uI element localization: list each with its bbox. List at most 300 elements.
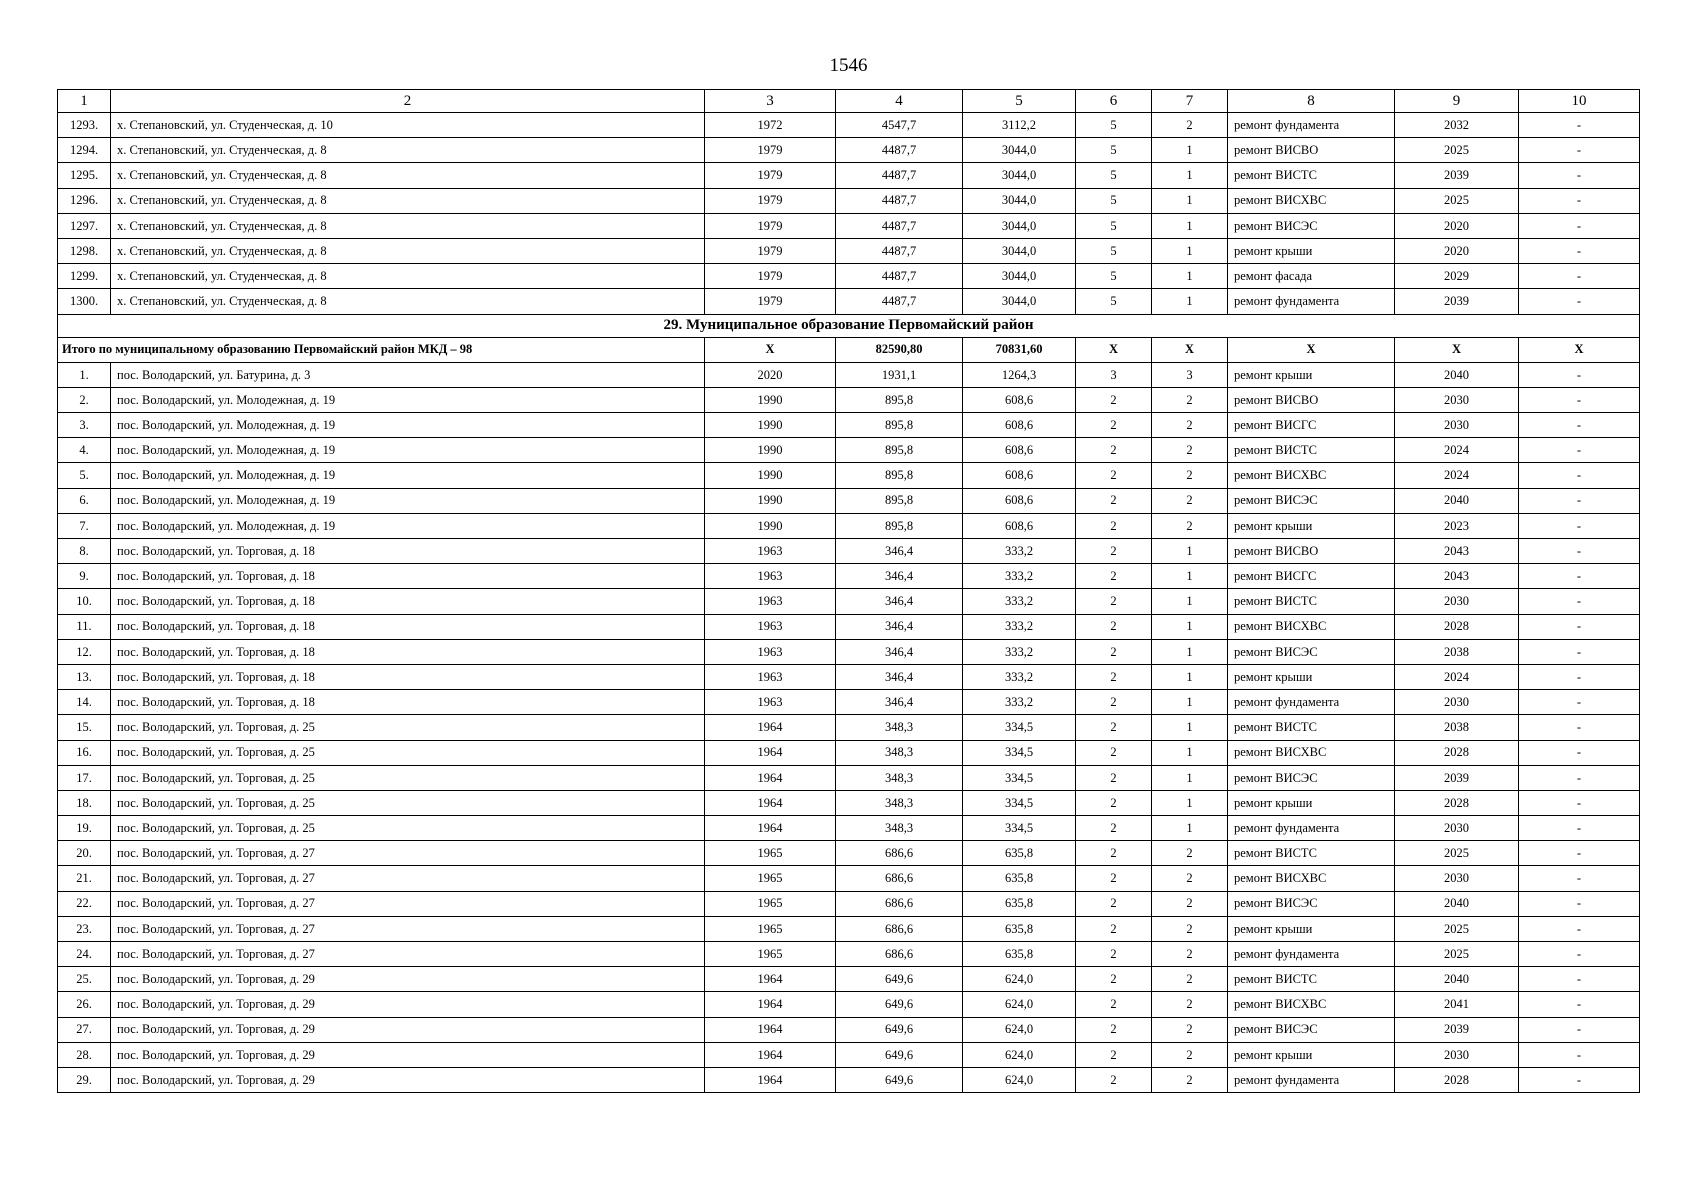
address-cell: х. Степановский, ул. Студенческая, д. 8 <box>111 264 705 289</box>
work-type-cell: ремонт крыши <box>1228 1042 1395 1067</box>
entrances-cell: 1 <box>1152 163 1228 188</box>
plan-year-cell: 2030 <box>1395 387 1519 412</box>
row-number: 26. <box>58 992 111 1017</box>
note-cell: - <box>1519 614 1640 639</box>
note-cell: - <box>1519 690 1640 715</box>
floors-cell: 2 <box>1076 992 1152 1017</box>
table-row <box>58 992 1640 1017</box>
note-cell: - <box>1519 362 1640 387</box>
work-type-cell: ремонт ВИСТС <box>1228 589 1395 614</box>
address-cell: х. Степановский, ул. Студенческая, д. 8 <box>111 213 705 238</box>
year-built-cell: 1964 <box>705 765 836 790</box>
address-cell: пос. Володарский, ул. Торговая, д. 18 <box>111 690 705 715</box>
work-type-cell: ремонт ВИСЭС <box>1228 488 1395 513</box>
work-type-cell: ремонт крыши <box>1228 362 1395 387</box>
entrances-cell: 1 <box>1152 564 1228 589</box>
total-area-cell: 895,8 <box>836 488 963 513</box>
capital-repair-table <box>57 89 1640 1093</box>
address-cell: пос. Володарский, ул. Торговая, д. 18 <box>111 564 705 589</box>
work-type-cell: ремонт крыши <box>1228 916 1395 941</box>
column-header: 7 <box>1152 90 1228 113</box>
row-number: 25. <box>58 967 111 992</box>
floors-cell: 2 <box>1076 891 1152 916</box>
table-row <box>58 113 1640 138</box>
year-built-cell: 1979 <box>705 138 836 163</box>
note-cell: - <box>1519 841 1640 866</box>
table-row <box>58 188 1640 213</box>
address-cell: х. Степановский, ул. Студенческая, д. 10 <box>111 113 705 138</box>
floors-cell: 2 <box>1076 589 1152 614</box>
total-area-cell: 4487,7 <box>836 213 963 238</box>
work-type-cell: ремонт крыши <box>1228 238 1395 263</box>
entrances-cell: 2 <box>1152 1042 1228 1067</box>
note-cell: - <box>1519 213 1640 238</box>
column-header: 5 <box>963 90 1076 113</box>
floors-cell: 5 <box>1076 289 1152 314</box>
address-cell: пос. Володарский, ул. Торговая, д. 18 <box>111 639 705 664</box>
address-cell: пос. Володарский, ул. Молодежная, д. 19 <box>111 387 705 412</box>
note-cell: - <box>1519 1067 1640 1092</box>
row-number: 1300. <box>58 289 111 314</box>
plan-year-cell: 2041 <box>1395 992 1519 1017</box>
row-number: 5. <box>58 463 111 488</box>
entrances-cell: 1 <box>1152 188 1228 213</box>
entrances-cell: 2 <box>1152 1017 1228 1042</box>
row-number: 12. <box>58 639 111 664</box>
total-area-cell: 346,4 <box>836 614 963 639</box>
residential-area-cell: 3044,0 <box>963 163 1076 188</box>
floors-cell: 3 <box>1076 362 1152 387</box>
total-area-cell: 686,6 <box>836 891 963 916</box>
plan-year-cell: 2039 <box>1395 765 1519 790</box>
row-number: 1294. <box>58 138 111 163</box>
entrances-cell: 1 <box>1152 589 1228 614</box>
residential-area-cell: 624,0 <box>963 1017 1076 1042</box>
note-cell: - <box>1519 387 1640 412</box>
year-built-cell: 1964 <box>705 715 836 740</box>
note-cell: - <box>1519 138 1640 163</box>
total-area-cell: 895,8 <box>836 463 963 488</box>
address-cell: пос. Володарский, ул. Торговая, д. 18 <box>111 614 705 639</box>
table-row <box>58 790 1640 815</box>
plan-year-cell: 2024 <box>1395 463 1519 488</box>
note-cell: - <box>1519 113 1640 138</box>
work-type-cell: ремонт ВИСВО <box>1228 138 1395 163</box>
row-number: 17. <box>58 765 111 790</box>
plan-year-cell: 2020 <box>1395 213 1519 238</box>
work-type-cell: ремонт фасада <box>1228 264 1395 289</box>
plan-year-cell: 2025 <box>1395 188 1519 213</box>
total-area-cell: 348,3 <box>836 790 963 815</box>
row-number: 1296. <box>58 188 111 213</box>
year-built-cell: 1972 <box>705 113 836 138</box>
year-built-cell: 1964 <box>705 816 836 841</box>
floors-cell: 2 <box>1076 967 1152 992</box>
total-area-cell: 348,3 <box>836 765 963 790</box>
residential-area-cell: 635,8 <box>963 891 1076 916</box>
total-area-cell: 649,6 <box>836 1067 963 1092</box>
address-cell: пос. Володарский, ул. Молодежная, д. 19 <box>111 463 705 488</box>
work-type-cell: ремонт ВИСТС <box>1228 715 1395 740</box>
table-row <box>58 539 1640 564</box>
entrances-cell: 3 <box>1152 362 1228 387</box>
address-cell: пос. Володарский, ул. Торговая, д. 27 <box>111 841 705 866</box>
column-header: 6 <box>1076 90 1152 113</box>
residential-area-cell: 3112,2 <box>963 113 1076 138</box>
address-cell: пос. Володарский, ул. Торговая, д. 25 <box>111 715 705 740</box>
entrances-cell: 1 <box>1152 715 1228 740</box>
residential-area-cell: 1264,3 <box>963 362 1076 387</box>
note-cell: - <box>1519 564 1640 589</box>
work-type-cell: ремонт ВИСЭС <box>1228 1017 1395 1042</box>
total-area-cell: 346,4 <box>836 564 963 589</box>
address-cell: пос. Володарский, ул. Торговая, д. 27 <box>111 891 705 916</box>
year-built-cell: 1963 <box>705 639 836 664</box>
row-number: 28. <box>58 1042 111 1067</box>
floors-cell: 5 <box>1076 188 1152 213</box>
plan-year-cell: 2024 <box>1395 438 1519 463</box>
floors-cell: 2 <box>1076 1017 1152 1042</box>
total-entrances-cell: Х <box>1152 337 1228 362</box>
residential-area-cell: 334,5 <box>963 765 1076 790</box>
total-area-cell: 895,8 <box>836 438 963 463</box>
total-area-cell: 1931,1 <box>836 362 963 387</box>
total-area-cell: 346,4 <box>836 539 963 564</box>
residential-area-cell: 3044,0 <box>963 264 1076 289</box>
table-row <box>58 564 1640 589</box>
work-type-cell: ремонт крыши <box>1228 513 1395 538</box>
address-cell: пос. Володарский, ул. Торговая, д. 29 <box>111 1017 705 1042</box>
total-area-cell: 686,6 <box>836 916 963 941</box>
entrances-cell: 2 <box>1152 513 1228 538</box>
note-cell: - <box>1519 463 1640 488</box>
address-cell: х. Степановский, ул. Студенческая, д. 8 <box>111 188 705 213</box>
year-built-cell: 1963 <box>705 589 836 614</box>
year-built-cell: 1963 <box>705 664 836 689</box>
total-area-cell: 895,8 <box>836 387 963 412</box>
row-number: 1298. <box>58 238 111 263</box>
year-built-cell: 1963 <box>705 564 836 589</box>
plan-year-cell: 2040 <box>1395 891 1519 916</box>
residential-area-cell: 3044,0 <box>963 238 1076 263</box>
year-built-cell: 1979 <box>705 289 836 314</box>
section-row <box>58 314 1640 337</box>
entrances-cell: 1 <box>1152 264 1228 289</box>
note-cell: - <box>1519 740 1640 765</box>
address-cell: пос. Володарский, ул. Торговая, д. 18 <box>111 589 705 614</box>
plan-year-cell: 2025 <box>1395 841 1519 866</box>
table-row <box>58 289 1640 314</box>
year-built-cell: 1990 <box>705 387 836 412</box>
entrances-cell: 2 <box>1152 113 1228 138</box>
entrances-cell: 1 <box>1152 238 1228 263</box>
floors-cell: 2 <box>1076 715 1152 740</box>
entrances-cell: 1 <box>1152 539 1228 564</box>
residential-area-cell: 334,5 <box>963 715 1076 740</box>
row-number: 9. <box>58 564 111 589</box>
year-built-cell: 1964 <box>705 1042 836 1067</box>
floors-cell: 2 <box>1076 765 1152 790</box>
address-cell: пос. Володарский, ул. Торговая, д. 25 <box>111 740 705 765</box>
total-year-cell: Х <box>705 337 836 362</box>
note-cell: - <box>1519 438 1640 463</box>
table-row <box>58 639 1640 664</box>
work-type-cell: ремонт ВИСГС <box>1228 413 1395 438</box>
plan-year-cell: 2039 <box>1395 289 1519 314</box>
year-built-cell: 1963 <box>705 690 836 715</box>
row-number: 4. <box>58 438 111 463</box>
residential-area-cell: 624,0 <box>963 1042 1076 1067</box>
table-row <box>58 213 1640 238</box>
residential-area-cell: 333,2 <box>963 539 1076 564</box>
row-number: 1297. <box>58 213 111 238</box>
entrances-cell: 1 <box>1152 138 1228 163</box>
row-number: 23. <box>58 916 111 941</box>
note-cell: - <box>1519 413 1640 438</box>
note-cell: - <box>1519 639 1640 664</box>
table-row <box>58 264 1640 289</box>
address-cell: пос. Володарский, ул. Торговая, д. 27 <box>111 866 705 891</box>
note-cell: - <box>1519 539 1640 564</box>
total-area-cell: 649,6 <box>836 1042 963 1067</box>
table-row <box>58 916 1640 941</box>
column-header: 10 <box>1519 90 1640 113</box>
work-type-cell: ремонт ВИСХВС <box>1228 188 1395 213</box>
total-work-cell: Х <box>1228 337 1395 362</box>
total-area-cell: 346,4 <box>836 664 963 689</box>
year-built-cell: 1964 <box>705 790 836 815</box>
row-number: 2. <box>58 387 111 412</box>
total-area-cell: 686,6 <box>836 841 963 866</box>
entrances-cell: 1 <box>1152 816 1228 841</box>
table-row <box>58 1067 1640 1092</box>
table-row <box>58 513 1640 538</box>
total-area-cell: 649,6 <box>836 967 963 992</box>
entrances-cell: 1 <box>1152 614 1228 639</box>
note-cell: - <box>1519 891 1640 916</box>
address-cell: пос. Володарский, ул. Молодежная, д. 19 <box>111 438 705 463</box>
address-cell: х. Степановский, ул. Студенческая, д. 8 <box>111 238 705 263</box>
note-cell: - <box>1519 816 1640 841</box>
note-cell: - <box>1519 238 1640 263</box>
note-cell: - <box>1519 967 1640 992</box>
total-area-cell: 686,6 <box>836 866 963 891</box>
work-type-cell: ремонт ВИСТС <box>1228 438 1395 463</box>
plan-year-cell: 2024 <box>1395 664 1519 689</box>
table-row <box>58 387 1640 412</box>
floors-cell: 5 <box>1076 163 1152 188</box>
plan-year-cell: 2043 <box>1395 564 1519 589</box>
year-built-cell: 1979 <box>705 213 836 238</box>
address-cell: пос. Володарский, ул. Торговая, д. 27 <box>111 942 705 967</box>
plan-year-cell: 2038 <box>1395 639 1519 664</box>
entrances-cell: 2 <box>1152 891 1228 916</box>
row-number: 1293. <box>58 113 111 138</box>
entrances-cell: 1 <box>1152 790 1228 815</box>
residential-area-cell: 3044,0 <box>963 289 1076 314</box>
row-number: 16. <box>58 740 111 765</box>
residential-area-cell: 3044,0 <box>963 213 1076 238</box>
entrances-cell: 2 <box>1152 992 1228 1017</box>
table-row <box>58 942 1640 967</box>
note-cell: - <box>1519 488 1640 513</box>
work-type-cell: ремонт фундамента <box>1228 1067 1395 1092</box>
table-row <box>58 163 1640 188</box>
note-cell: - <box>1519 1042 1640 1067</box>
residential-area-cell: 333,2 <box>963 664 1076 689</box>
address-cell: пос. Володарский, ул. Молодежная, д. 19 <box>111 413 705 438</box>
year-built-cell: 1979 <box>705 188 836 213</box>
residential-area-cell: 608,6 <box>963 513 1076 538</box>
plan-year-cell: 2025 <box>1395 916 1519 941</box>
row-number: 1299. <box>58 264 111 289</box>
plan-year-cell: 2030 <box>1395 816 1519 841</box>
row-number: 11. <box>58 614 111 639</box>
address-cell: пос. Володарский, ул. Торговая, д. 29 <box>111 1042 705 1067</box>
work-type-cell: ремонт крыши <box>1228 790 1395 815</box>
residential-area-cell: 3044,0 <box>963 188 1076 213</box>
plan-year-cell: 2030 <box>1395 866 1519 891</box>
floors-cell: 2 <box>1076 539 1152 564</box>
residential-area-cell: 608,6 <box>963 438 1076 463</box>
note-cell: - <box>1519 1017 1640 1042</box>
address-cell: пос. Володарский, ул. Торговая, д. 29 <box>111 992 705 1017</box>
entrances-cell: 2 <box>1152 438 1228 463</box>
total-area-cell: 346,4 <box>836 690 963 715</box>
floors-cell: 2 <box>1076 413 1152 438</box>
table-row <box>58 841 1640 866</box>
plan-year-cell: 2028 <box>1395 614 1519 639</box>
total-area-res-cell: 70831,60 <box>963 337 1076 362</box>
note-cell: - <box>1519 916 1640 941</box>
total-area-total-cell: 82590,80 <box>836 337 963 362</box>
entrances-cell: 2 <box>1152 841 1228 866</box>
total-area-cell: 4487,7 <box>836 264 963 289</box>
floors-cell: 2 <box>1076 740 1152 765</box>
column-header: 1 <box>58 90 111 113</box>
plan-year-cell: 2039 <box>1395 1017 1519 1042</box>
table-row <box>58 614 1640 639</box>
row-number: 13. <box>58 664 111 689</box>
entrances-cell: 1 <box>1152 639 1228 664</box>
year-built-cell: 1990 <box>705 463 836 488</box>
column-header: 9 <box>1395 90 1519 113</box>
total-plan-year-cell: Х <box>1395 337 1519 362</box>
work-type-cell: ремонт ВИСТС <box>1228 163 1395 188</box>
table-row <box>58 463 1640 488</box>
work-type-cell: ремонт ВИСЭС <box>1228 765 1395 790</box>
column-header: 2 <box>111 90 705 113</box>
year-built-cell: 1964 <box>705 740 836 765</box>
floors-cell: 2 <box>1076 841 1152 866</box>
plan-year-cell: 2029 <box>1395 264 1519 289</box>
row-number: 27. <box>58 1017 111 1042</box>
note-cell: - <box>1519 992 1640 1017</box>
total-area-cell: 4487,7 <box>836 289 963 314</box>
table-row <box>58 589 1640 614</box>
year-built-cell: 1990 <box>705 513 836 538</box>
work-type-cell: ремонт крыши <box>1228 664 1395 689</box>
entrances-cell: 1 <box>1152 289 1228 314</box>
row-number: 19. <box>58 816 111 841</box>
plan-year-cell: 2030 <box>1395 690 1519 715</box>
row-number: 14. <box>58 690 111 715</box>
floors-cell: 2 <box>1076 513 1152 538</box>
floors-cell: 2 <box>1076 639 1152 664</box>
total-area-cell: 649,6 <box>836 992 963 1017</box>
entrances-cell: 2 <box>1152 967 1228 992</box>
residential-area-cell: 333,2 <box>963 614 1076 639</box>
row-number: 3. <box>58 413 111 438</box>
floors-cell: 5 <box>1076 138 1152 163</box>
entrances-cell: 2 <box>1152 866 1228 891</box>
residential-area-cell: 608,6 <box>963 413 1076 438</box>
floors-cell: 2 <box>1076 488 1152 513</box>
row-number: 22. <box>58 891 111 916</box>
plan-year-cell: 2023 <box>1395 513 1519 538</box>
floors-cell: 2 <box>1076 866 1152 891</box>
residential-area-cell: 624,0 <box>963 1067 1076 1092</box>
year-built-cell: 1963 <box>705 614 836 639</box>
table-row <box>58 765 1640 790</box>
table-row <box>58 138 1640 163</box>
residential-area-cell: 608,6 <box>963 488 1076 513</box>
plan-year-cell: 2030 <box>1395 589 1519 614</box>
plan-year-cell: 2039 <box>1395 163 1519 188</box>
residential-area-cell: 333,2 <box>963 639 1076 664</box>
row-number: 29. <box>58 1067 111 1092</box>
total-area-cell: 346,4 <box>836 589 963 614</box>
total-area-cell: 4487,7 <box>836 238 963 263</box>
note-cell: - <box>1519 790 1640 815</box>
row-number: 15. <box>58 715 111 740</box>
floors-cell: 2 <box>1076 438 1152 463</box>
total-area-cell: 895,8 <box>836 513 963 538</box>
table-row <box>58 866 1640 891</box>
address-cell: х. Степановский, ул. Студенческая, д. 8 <box>111 163 705 188</box>
section-title: 29. Муниципальное образование Первомайский район <box>58 314 1640 337</box>
work-type-cell: ремонт ВИСЭС <box>1228 891 1395 916</box>
table-row <box>58 690 1640 715</box>
floors-cell: 2 <box>1076 790 1152 815</box>
address-cell: пос. Володарский, ул. Торговая, д. 29 <box>111 1067 705 1092</box>
note-cell: - <box>1519 188 1640 213</box>
plan-year-cell: 2025 <box>1395 942 1519 967</box>
note-cell: - <box>1519 715 1640 740</box>
entrances-cell: 2 <box>1152 942 1228 967</box>
entrances-cell: 1 <box>1152 740 1228 765</box>
floors-cell: 2 <box>1076 664 1152 689</box>
entrances-cell: 2 <box>1152 463 1228 488</box>
total-area-cell: 4547,7 <box>836 113 963 138</box>
row-number: 21. <box>58 866 111 891</box>
row-number: 24. <box>58 942 111 967</box>
plan-year-cell: 2040 <box>1395 967 1519 992</box>
row-number: 7. <box>58 513 111 538</box>
address-cell: пос. Володарский, ул. Торговая, д. 18 <box>111 664 705 689</box>
entrances-cell: 2 <box>1152 1067 1228 1092</box>
table-row <box>58 238 1640 263</box>
floors-cell: 2 <box>1076 916 1152 941</box>
total-area-cell: 348,3 <box>836 715 963 740</box>
entrances-cell: 1 <box>1152 765 1228 790</box>
address-cell: пос. Володарский, ул. Батурина, д. 3 <box>111 362 705 387</box>
table-row <box>58 438 1640 463</box>
address-cell: пос. Володарский, ул. Молодежная, д. 19 <box>111 488 705 513</box>
table-row <box>58 891 1640 916</box>
table-row <box>58 715 1640 740</box>
note-cell: - <box>1519 513 1640 538</box>
